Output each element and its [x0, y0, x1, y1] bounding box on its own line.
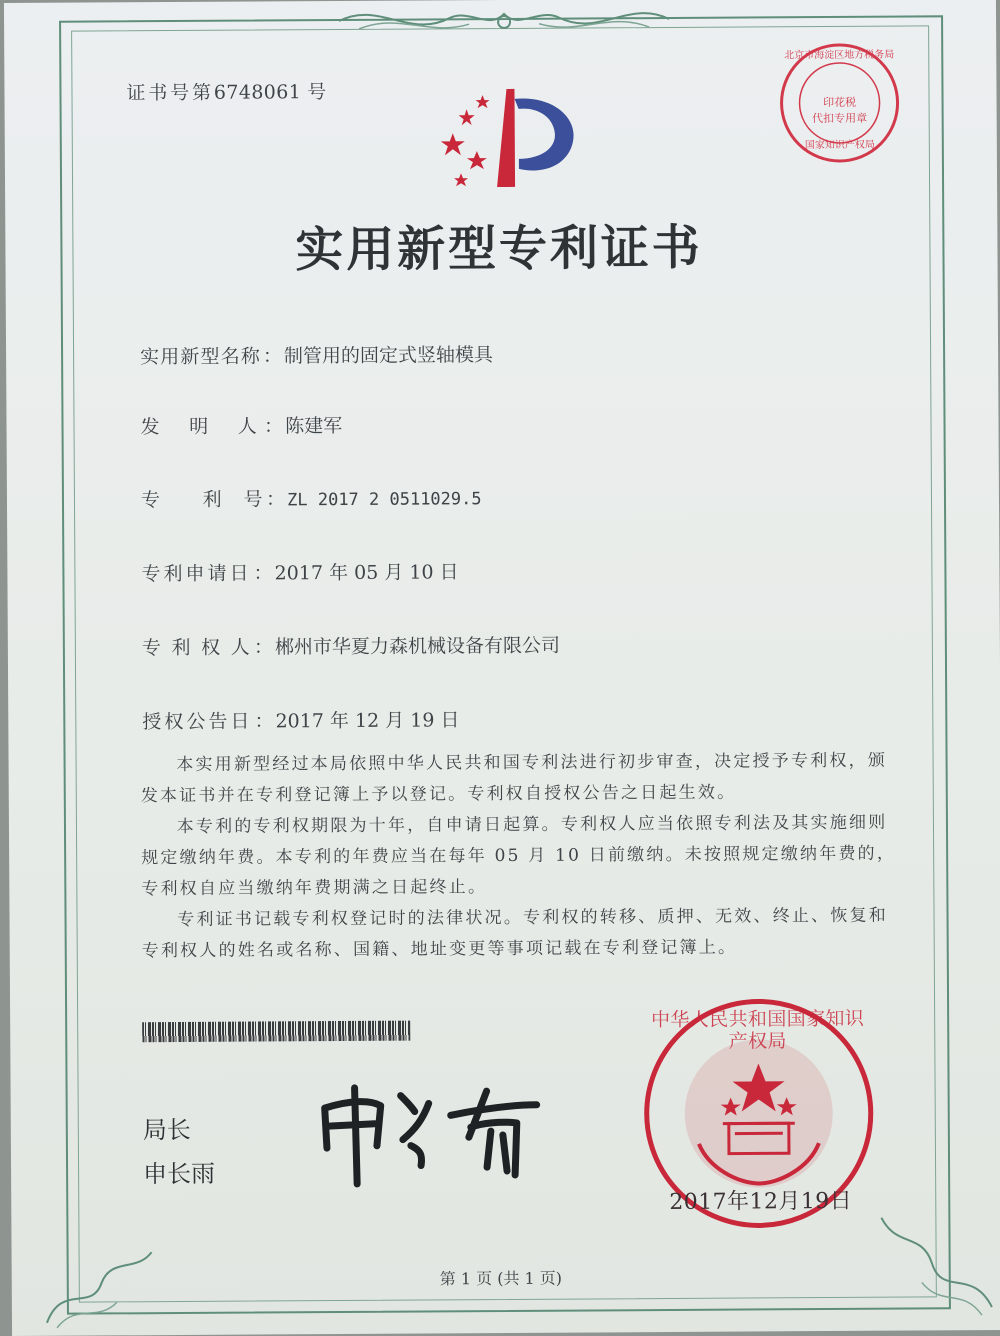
- certificate-number: [126, 77, 329, 105]
- field-value: 2017 年 05 月 10 日: [274, 561, 459, 585]
- certificate-number-suffix: 号: [307, 81, 330, 104]
- field-patentee: 专 利 权 人：郴州市华夏力森机械设备有限公司: [141, 634, 561, 660]
- bottom-left-ornament-icon: [42, 1242, 163, 1333]
- field-inventor: 发 明 人：陈建军: [140, 414, 343, 439]
- field-label: 授权公告日: [142, 710, 253, 734]
- body-paragraph: 本专利的专利权期限为十年，自申请日起算。专利权人应当依照专利法及其实施细则规定缴纳年费。本专利的年费应当在每年 05 月 10 日前缴纳。未按照规定缴纳年费的，专利权自应当缴纳年费期满之日起终止。: [141, 812, 897, 900]
- bottom-right-ornament-icon: [871, 1197, 1000, 1318]
- handwritten-signature-icon: [310, 1075, 551, 1196]
- field-label: 专 利 权 人: [141, 636, 253, 660]
- field-value: ZL 2017 2 0511029.5: [287, 489, 482, 511]
- certificate-title: 实用新型专利证书: [295, 219, 703, 279]
- field-utility-model-name: 实用新型名称：制管用的固定式竖轴模具: [140, 344, 494, 369]
- field-label: 实用新型名称: [140, 345, 262, 369]
- signatory-name: 申长雨: [143, 1159, 216, 1189]
- tax-stamp-outer-text: 北京市海淀区地方税务局: [784, 49, 895, 62]
- body-paragraph: 专利证书记载专利权登记时的法律状况。专利权的转移、质押、无效、终止、恢复和专利权人的姓名或名称、国籍、地址变更等事项记载在专利登记簿上。: [141, 905, 889, 962]
- tax-stamp-bottom-text: 国家知识产权局: [804, 139, 875, 152]
- field-value: 制管用的固定式竖轴模具: [283, 344, 494, 368]
- field-value: 陈建军: [285, 414, 343, 438]
- certificate-body-text: [141, 746, 907, 968]
- signatory-title: 局长: [142, 1115, 191, 1145]
- barcode: [142, 1021, 410, 1043]
- official-seal-text: 中华人民共和国国家知识产权局: [651, 1007, 865, 1053]
- body-paragraph: 本实用新型经过本局依照中华人民共和国专利法进行初步审查，决定授予专利权，颁发本证书并在专利登记簿上予以登记。专利权自授权公告之日起生效。: [140, 750, 888, 807]
- field-value: 2017 年 12 月 19 日: [275, 709, 460, 733]
- field-application-date: 专利申请日：2017 年 05 月 10 日: [141, 561, 459, 586]
- field-value: 郴州市华夏力森机械设备有限公司: [274, 634, 561, 659]
- patent-office-logo-icon: [434, 84, 585, 195]
- tax-stamp-inner-line2: 代扣专用章: [812, 111, 868, 126]
- tax-stamp-inner-line1: 印花税: [823, 95, 857, 110]
- certificate-paper: [4, 0, 1000, 1336]
- page-footer: 第 1 页 (共 1 页): [439, 1268, 563, 1289]
- field-patent-number: 专 利 号： ZL 2017 2 0511029.5: [140, 488, 482, 512]
- top-ornament-icon: [339, 0, 669, 41]
- seal-date: 2017年12月19日: [669, 1188, 853, 1216]
- certificate-number-label: 证书号第: [126, 81, 214, 105]
- field-label: 专 利 号: [140, 488, 265, 512]
- field-grant-date: 授权公告日：2017 年 12 月 19 日: [142, 709, 460, 734]
- field-label: 发 明 人: [140, 415, 263, 439]
- certificate-number-value: 6748061: [213, 81, 302, 104]
- field-label: 专利申请日: [141, 562, 252, 586]
